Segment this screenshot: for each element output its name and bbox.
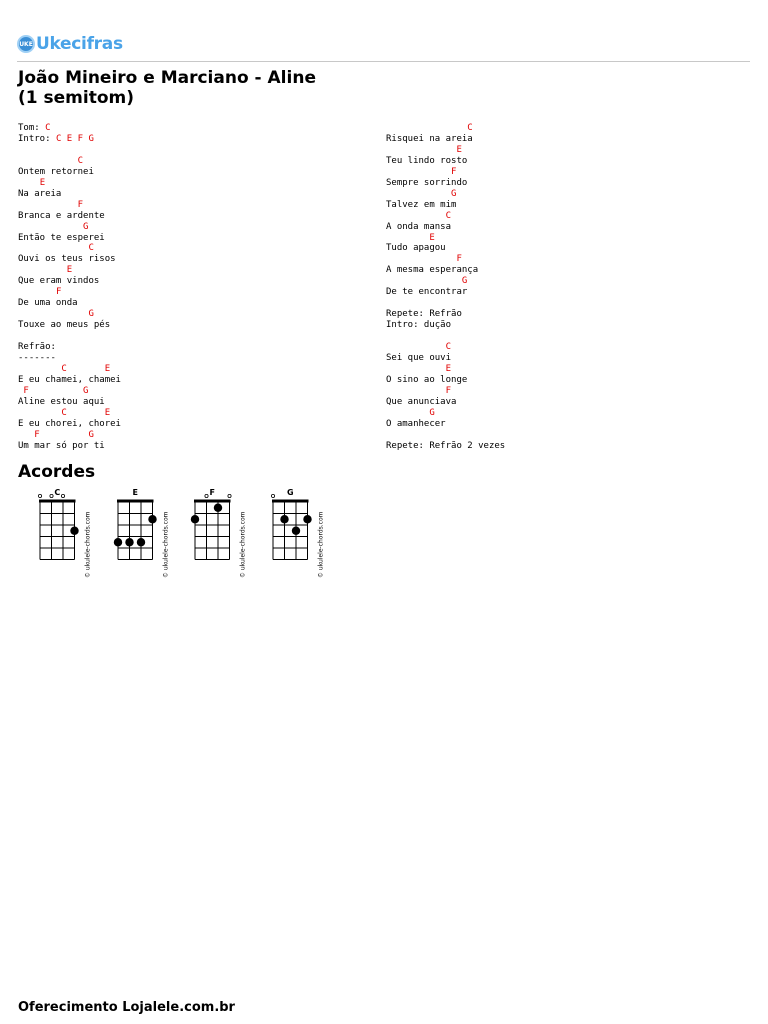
lyric-text: Refrão: <box>18 342 56 353</box>
chord-watermark: © ukulele-chords.com <box>162 511 170 578</box>
chord-name: E <box>132 488 138 497</box>
lyric-text: Repete: Refrão 2 vezes <box>386 440 506 451</box>
chord-watermark: © ukulele-chords.com <box>239 511 247 578</box>
chord-symbol: F <box>55 287 62 298</box>
chord-symbol: C <box>445 342 452 353</box>
lyric-text <box>18 200 78 210</box>
lyric-text <box>18 265 67 275</box>
chord-symbol: E <box>104 363 111 374</box>
lyric-text <box>40 430 89 440</box>
chord-symbol: E <box>66 265 73 276</box>
chord-watermark: © ukulele-chords.com <box>317 511 325 578</box>
lyric-text: Ouvi os teus risos <box>18 254 116 265</box>
lyric-text: E eu chorei, chorei <box>18 418 121 429</box>
nut <box>194 500 231 503</box>
lyric-text: Que anunciava <box>386 396 457 407</box>
lyric-text: De te encontrar <box>386 287 468 298</box>
chords-section-title: Acordes <box>18 462 96 482</box>
lyric-text <box>67 408 105 418</box>
chord-name: C <box>54 488 61 497</box>
chord-symbol: C <box>467 123 473 133</box>
lyric-text <box>18 309 88 319</box>
nut <box>117 500 154 503</box>
chord-name: G <box>286 488 294 497</box>
chord-symbol: C <box>445 210 452 221</box>
finger-dot <box>191 515 199 523</box>
lyric-text <box>386 211 446 221</box>
chord-symbol: C E F G <box>55 133 94 144</box>
nut <box>39 500 76 503</box>
lyric-text: Sei que ouvi <box>386 353 452 364</box>
lyric-text: Que eram vindos <box>18 276 100 287</box>
lyric-text <box>29 386 83 396</box>
open-string-marker <box>61 494 64 497</box>
chord-symbol: G <box>429 407 435 418</box>
chord-symbol: G <box>88 309 94 320</box>
chord-symbol: F <box>445 385 452 396</box>
lyric-text <box>18 408 61 418</box>
lyric-text: E eu chamei, chamei <box>18 374 121 385</box>
lyric-text <box>386 167 451 177</box>
lyric-text: Touxe ao meus pés <box>18 320 111 331</box>
lyric-text: Tom: <box>18 123 46 133</box>
lyric-text <box>18 430 34 440</box>
chord-symbol: E <box>429 232 435 243</box>
chord-symbol: G <box>461 276 468 287</box>
lyric-text: Ontem retornei <box>18 166 94 177</box>
lyrics-column-right <box>386 123 505 452</box>
lyric-text <box>386 254 456 264</box>
open-string-marker <box>50 494 53 497</box>
lyric-text <box>18 178 40 188</box>
lyric-text <box>386 123 467 133</box>
chord-diagram-e <box>116 486 188 590</box>
lyric-text <box>386 342 446 352</box>
chord-name: F <box>209 488 215 497</box>
chord-symbol: C <box>45 123 51 133</box>
open-string-marker <box>271 494 274 497</box>
chord-diagram-svg <box>271 486 343 590</box>
lyric-text <box>18 156 78 166</box>
chord-diagram-svg <box>116 486 188 590</box>
lyric-text: Tudo apagou <box>386 243 446 254</box>
chord-watermark: © ukulele-chords.com <box>84 511 92 578</box>
lyric-text: A onda mansa <box>386 221 452 232</box>
header-divider <box>17 61 750 62</box>
finger-dot <box>70 527 78 535</box>
lyric-text <box>18 287 56 297</box>
page-title <box>18 68 316 108</box>
finger-dot <box>125 538 133 546</box>
finger-dot <box>292 527 300 535</box>
chord-symbol: E <box>39 177 46 188</box>
lyric-text: Na areia <box>18 188 62 199</box>
lyric-text: O amanhecer <box>386 418 446 429</box>
lyric-text: Repete: Refrão <box>386 309 462 320</box>
lyric-text <box>386 386 446 396</box>
chord-symbol: G <box>88 429 94 440</box>
nut <box>272 500 309 503</box>
lyric-text <box>386 408 429 418</box>
lyric-text <box>18 222 83 232</box>
chord-symbol: E <box>104 407 111 418</box>
lyric-text <box>67 364 105 374</box>
logo-badge-icon: UKE <box>17 35 35 53</box>
lyric-text: A mesma esperança <box>386 265 479 276</box>
lyric-text <box>386 364 446 374</box>
lyric-text: Branca e ardente <box>18 210 105 221</box>
song-title: João Mineiro e Marciano - Aline <box>18 68 316 88</box>
chord-symbol: F <box>23 385 29 396</box>
lyric-text <box>386 233 429 243</box>
open-string-marker <box>205 494 208 497</box>
finger-dot <box>114 538 122 546</box>
lyric-text: Risquei na areia <box>386 133 473 144</box>
chord-diagram-svg <box>193 486 265 590</box>
chord-symbol: F <box>77 199 84 210</box>
chord-symbol: F <box>451 166 457 177</box>
logo-text: Ukecifras <box>36 34 123 54</box>
lyric-text <box>386 145 456 155</box>
lyric-text: Intro: <box>18 133 56 144</box>
open-string-marker <box>228 494 231 497</box>
chord-diagram-svg <box>38 486 110 590</box>
lyric-text: Teu lindo rosto <box>386 155 468 166</box>
lyric-text: Um mar só por ti <box>18 440 105 451</box>
chord-symbol: F <box>456 254 462 265</box>
chord-diagram-c <box>38 486 110 590</box>
chord-symbol: C <box>61 363 67 374</box>
finger-dot <box>280 515 288 523</box>
chord-symbol: G <box>451 188 457 199</box>
lyric-text: Então te esperei <box>18 232 105 243</box>
chord-diagram-g <box>271 486 343 590</box>
lyric-text: De uma onda <box>18 298 78 309</box>
lyric-text: Aline estou aqui <box>18 396 105 407</box>
footer-sponsor: Oferecimento Lojalele.com.br <box>18 1000 235 1015</box>
lyrics-column-left <box>18 123 121 452</box>
lyric-text: Intro: dução <box>386 320 452 331</box>
chord-symbol: C <box>61 407 67 418</box>
lyric-text: ------- <box>18 353 56 364</box>
open-string-marker <box>38 494 41 497</box>
ukecifras-logo[interactable] <box>17 33 123 55</box>
chord-symbol: C <box>77 155 84 166</box>
finger-dot <box>303 515 311 523</box>
chord-diagram-f <box>193 486 265 590</box>
lyric-text <box>386 276 462 286</box>
chord-symbol: G <box>83 385 89 396</box>
finger-dot <box>137 538 145 546</box>
lyric-text <box>18 364 61 374</box>
lyric-text <box>18 243 88 253</box>
lyric-text: O sino ao longe <box>386 374 468 385</box>
chord-symbol: C <box>88 243 94 254</box>
chord-symbol: F <box>34 429 40 440</box>
finger-dot <box>148 515 156 523</box>
chord-symbol: G <box>83 221 89 232</box>
chord-symbol: E <box>445 363 452 374</box>
lyric-text <box>386 189 451 199</box>
lyric-text: Talvez em mim <box>386 199 457 210</box>
song-subtitle: (1 semitom) <box>18 88 134 108</box>
finger-dot <box>214 504 222 512</box>
chord-symbol: E <box>456 144 462 155</box>
lyric-text: Sempre sorrindo <box>386 177 468 188</box>
